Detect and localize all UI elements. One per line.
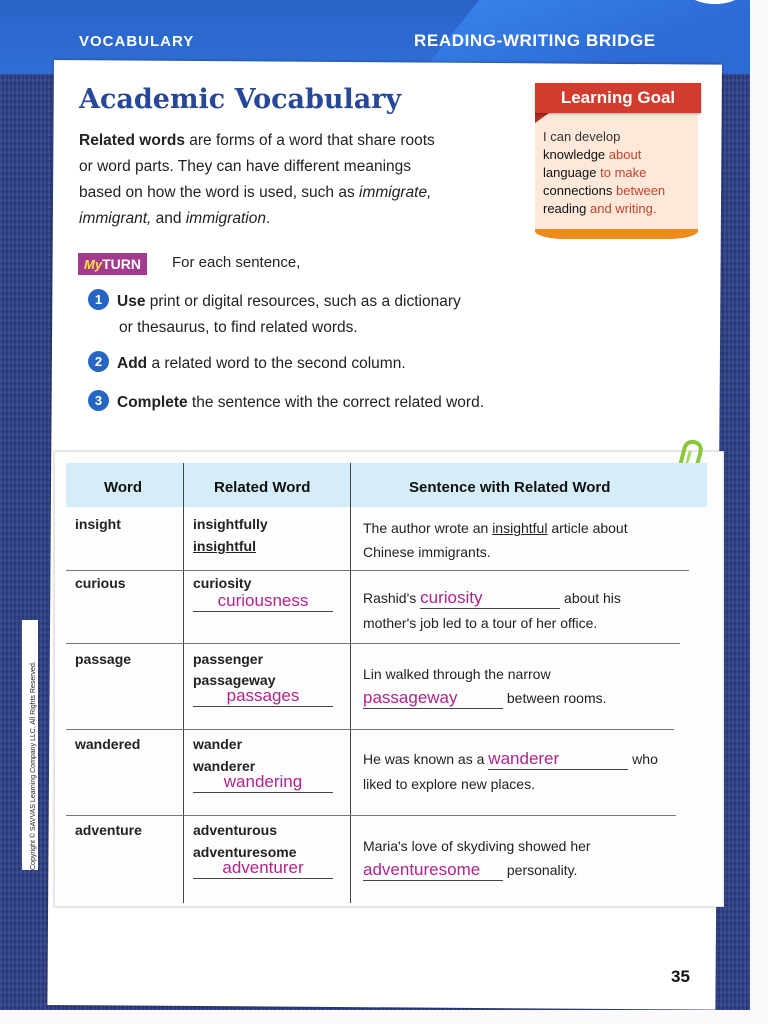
intro-example-3: immigration xyxy=(185,210,266,227)
header-sentence: Sentence with Related Word xyxy=(409,479,611,496)
copyright-text: Copyright © SAVVAS Learning Company LLC. All Rights Reserved. xyxy=(30,661,37,870)
page-number: 35 xyxy=(671,967,690,986)
page-title: Academic Vocabulary xyxy=(79,84,402,115)
step-3-number: 3 xyxy=(88,390,109,411)
related-wanderer: wanderer xyxy=(193,758,256,774)
sentence-2-post: about his xyxy=(560,590,621,606)
header-related-word: Related Word xyxy=(214,479,311,496)
goal-make: make xyxy=(614,165,647,180)
myturn-turn: TURN xyxy=(102,256,141,272)
word-adventure: adventure xyxy=(75,822,142,838)
step-1-number: 1 xyxy=(88,289,109,310)
goal-language: language xyxy=(543,165,597,180)
goal-connections: connections xyxy=(543,183,613,198)
intro-period: . xyxy=(265,210,271,227)
step-1-verb: Use xyxy=(117,293,146,310)
step-2-text: a related word to the second column. xyxy=(147,355,406,372)
related-passageway: passageway xyxy=(193,672,276,688)
sentence-2-pre: Rashid's xyxy=(363,590,421,606)
answer-adventurer xyxy=(193,858,333,879)
learning-goal-tab: Learning Goal xyxy=(535,83,701,113)
myturn-my: My xyxy=(84,257,103,272)
sentence-4-line2: liked to explore new places. xyxy=(363,776,535,792)
related-adventurous: adventurous xyxy=(193,822,278,838)
header-word: Word xyxy=(104,479,143,496)
related-curiosity: curiosity xyxy=(193,575,252,591)
sentence-4-post: who xyxy=(628,751,658,767)
word-insight: insight xyxy=(75,516,121,532)
goal-notch xyxy=(535,113,549,123)
related-insightfully: insightfully xyxy=(193,516,268,532)
handwritten-adventurer: adventurer xyxy=(222,858,304,877)
sentence-2 xyxy=(363,588,621,633)
step-3 xyxy=(88,390,484,416)
handwritten-wanderer: wanderer xyxy=(488,749,560,768)
handwritten-curiousness: curiousness xyxy=(217,591,309,610)
sentence-5-line1: Maria's love of skydiving showed her xyxy=(363,838,591,854)
step-2 xyxy=(88,351,406,377)
related-insightful: insightful xyxy=(193,538,256,554)
intro-line1: are forms of a word that share roots xyxy=(184,132,435,149)
sentence-3-line1: Lin walked through the narrow xyxy=(363,666,551,682)
goal-writing: writing. xyxy=(615,201,657,216)
sentence-1-line2: Chinese immigrants. xyxy=(363,544,491,560)
row-divider-2 xyxy=(66,643,680,644)
sentence-1-post: article about xyxy=(547,520,628,536)
copyright-strip xyxy=(22,620,38,870)
sentence-5 xyxy=(363,836,591,881)
column-divider-1 xyxy=(183,463,184,903)
step-3-verb: Complete xyxy=(117,394,188,411)
intro-paragraph xyxy=(79,128,509,232)
word-curious: curious xyxy=(75,575,126,591)
intro-example-2: immigrant, xyxy=(79,210,152,227)
step-3-text: the sentence with the correct related word. xyxy=(187,394,485,411)
right-margin xyxy=(750,0,768,1024)
row-divider-1 xyxy=(66,570,689,571)
intro-and: and xyxy=(151,210,186,227)
goal-between: between xyxy=(612,183,666,198)
learning-goal-text xyxy=(543,128,693,218)
sentence-4 xyxy=(363,749,658,794)
sentence-1-fill: insightful xyxy=(492,520,548,536)
answer-wandering xyxy=(193,772,333,793)
sentence-1 xyxy=(363,518,628,562)
handwritten-wandering: wandering xyxy=(223,772,303,791)
related-passenger: passenger xyxy=(193,651,264,667)
myturn-badge xyxy=(78,253,147,275)
sentence-1-pre: The author wrote an xyxy=(363,520,493,536)
handwritten-curiosity: curiosity xyxy=(420,588,483,607)
section-label: VOCABULARY xyxy=(79,33,195,50)
answer-curiousness xyxy=(193,591,333,612)
handwritten-passages: passages xyxy=(226,686,300,705)
myturn-instruction: For each sentence, xyxy=(172,254,301,271)
goal-about: about xyxy=(605,147,642,162)
column-divider-2 xyxy=(350,463,351,903)
related-wander: wander xyxy=(193,736,243,752)
intro-example-1: immigrate, xyxy=(359,184,432,201)
goal-line1: I can develop xyxy=(543,129,621,144)
sentence-3 xyxy=(363,664,607,709)
answer-passages xyxy=(193,686,333,707)
handwritten-passageway: passageway xyxy=(363,688,458,707)
row-divider-4 xyxy=(66,815,676,816)
word-wandered: wandered xyxy=(75,736,141,752)
goal-to: to xyxy=(596,165,615,180)
intro-line2: or word parts. They can have different meanings xyxy=(79,158,412,175)
word-passage: passage xyxy=(75,651,132,667)
sentence-2-line2: mother's job led to a tour of her office. xyxy=(363,615,598,631)
row-divider-3 xyxy=(66,729,674,730)
bottom-margin xyxy=(0,1010,768,1024)
step-1-line2: or thesaurus, to find related words. xyxy=(119,319,358,336)
goal-knowledge: knowledge xyxy=(543,147,606,162)
step-2-verb: Add xyxy=(117,355,148,372)
sentence-3-post: between rooms. xyxy=(503,690,607,706)
bridge-label: READING-WRITING BRIDGE xyxy=(414,31,656,50)
goal-and: and xyxy=(586,201,616,216)
handwritten-adventuresome: adventuresome xyxy=(363,860,481,879)
intro-term: Related words xyxy=(79,132,185,149)
goal-reading: reading xyxy=(543,201,587,216)
step-1-text: print or digital resources, such as a dictionary xyxy=(145,293,461,310)
learning-goal-bar xyxy=(535,229,698,239)
sentence-4-pre: He was known as a xyxy=(363,751,489,767)
step-1 xyxy=(88,289,461,341)
table-header-row xyxy=(66,463,707,507)
sentence-5-post: personality. xyxy=(503,862,578,878)
intro-line3: based on how the word is used, such as xyxy=(79,184,360,201)
related-adventuresome: adventuresome xyxy=(193,844,297,860)
step-2-number: 2 xyxy=(88,351,109,372)
